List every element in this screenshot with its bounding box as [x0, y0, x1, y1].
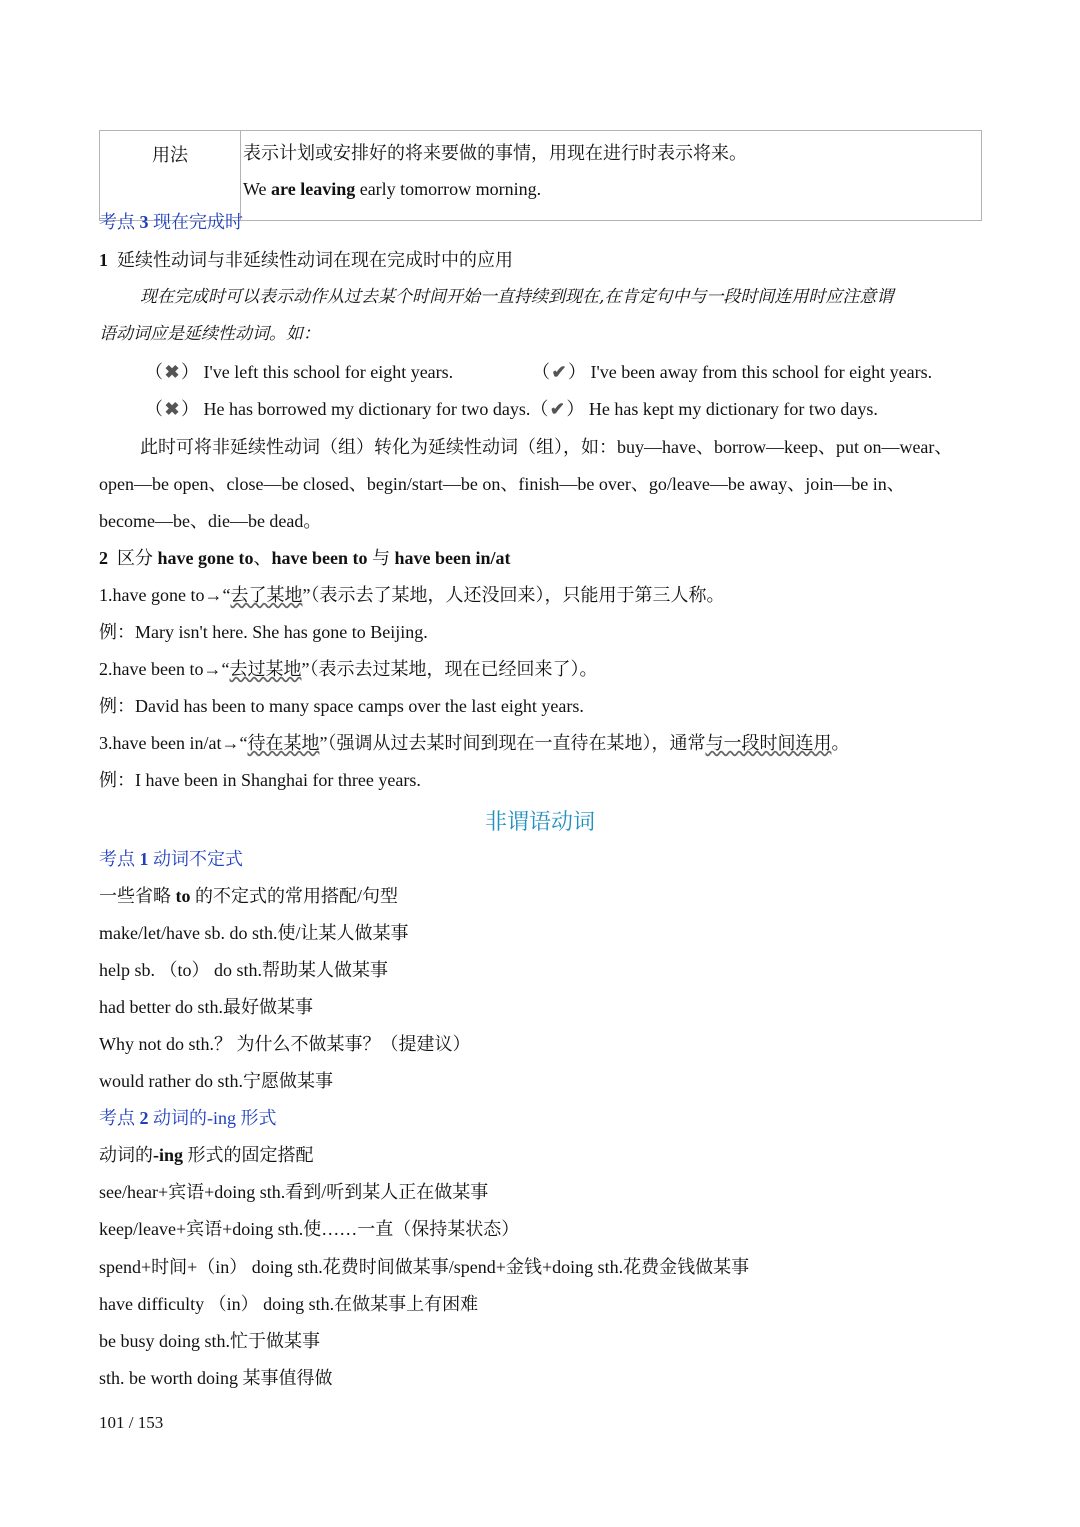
kp1-num: 1 [139, 849, 149, 869]
item1-wavy: 去了某地 [230, 585, 303, 605]
cross-icon: ✖ [164, 399, 180, 419]
kp1-title: 动词不定式 [153, 849, 243, 869]
check-icon: ✔ [551, 362, 567, 382]
kp2-line: sth. be worth doing 某事值得做 [99, 1368, 333, 1388]
kp3-sub2-a: have gone to [157, 548, 254, 568]
usage-example-post: early tomorrow morning. [355, 179, 542, 199]
example-pair-2 [145, 397, 878, 421]
kp1-line: make/let/have sb. do sth.使/让某人做某事 [99, 923, 409, 943]
kp2-line: be busy doing sth.忙于做某事 [99, 1331, 321, 1351]
kp2-line: have difficulty （in） doing sth.在做某事上有困难 [99, 1294, 479, 1314]
usage-example [243, 177, 981, 201]
kp1-heading [99, 847, 243, 871]
kp1-label: 考点 [99, 849, 135, 869]
kp3-item-1 [99, 583, 724, 607]
example-wrong-2-text: He has borrowed my dictionary for two days. [203, 399, 531, 419]
paren-close: ） [181, 362, 199, 382]
kp2-heading [99, 1106, 277, 1130]
kp3-para1-line2: 语动词应是延续性动词。如： [99, 324, 320, 344]
section-title: 非谓语动词 [484, 809, 595, 834]
kp3-subheading-2 [99, 546, 511, 570]
item1-pre: 1.have gone to→“ [99, 585, 231, 605]
kp1-intro-pre: 一些省略 [99, 886, 176, 906]
kp1-intro-bold: to [175, 886, 191, 906]
paren-open: （ [145, 399, 163, 419]
kp2-num: 2 [139, 1108, 149, 1128]
item2-wavy: 去过某地 [229, 659, 302, 679]
item3-pre: 3.have been in/at→“ [99, 733, 248, 753]
item2-post: ”（表示去过某地，现在已经回来了）。 [301, 659, 598, 679]
paren-open: （ [145, 362, 163, 382]
example-label: 例： [99, 696, 135, 716]
item2-example: David has been to many space camps over the last eight years. [135, 696, 584, 716]
item3-example: I have been in Shanghai for three years. [135, 770, 421, 790]
kp1-line: had better do sth.最好做某事 [99, 997, 313, 1017]
kp3-para2-line3: become—be、die—be dead。 [99, 511, 322, 531]
example-wrong-1 [145, 360, 453, 384]
kp3-sub2-b: have been to [271, 548, 368, 568]
item3-post: 。 [831, 733, 850, 753]
example-label: 例： [99, 622, 135, 642]
kp2-intro-pre: 动词的 [99, 1145, 153, 1165]
kp2-intro-bold: -ing [153, 1145, 184, 1165]
paren-close: ） [568, 362, 586, 382]
page-number: 101 / 153 [99, 1413, 164, 1432]
kp1-line: help sb. （to） do sth.帮助某人做某事 [99, 960, 389, 980]
kp1-line: Why not do sth.？ 为什么不做某事？（提建议） [99, 1034, 471, 1054]
item3-wavy: 待在某地 [247, 733, 320, 753]
kp2-intro [99, 1143, 314, 1167]
usage-example-pre: We [243, 179, 272, 199]
kp1-line: would rather do sth.宁愿做某事 [99, 1071, 333, 1091]
kp3-para2-line1: 此时可将非延续性动词（组）转化为延续性动词（组），如：buy—have、borrow—keep、put on—wear、 [140, 437, 953, 457]
kp3-num: 3 [139, 212, 149, 232]
usage-example-bold: are leaving [271, 179, 356, 199]
kp3-sub2-pre: 区分 [117, 548, 158, 568]
usage-label: 用法 [152, 145, 188, 165]
item3-mid: ”（强调从过去某时间到现在一直待在某地），通常 [319, 733, 706, 753]
kp1-intro-post: 的不定式的常用搭配/句型 [190, 886, 398, 906]
paren-close: ） [566, 399, 585, 419]
item1-example: Mary isn't here. She has gone to Beijing. [135, 622, 428, 642]
usage-table [99, 130, 982, 221]
check-icon: ✔ [549, 399, 565, 419]
example-wrong-1-text: I've left this school for eight years. [203, 362, 454, 382]
kp2-line: keep/leave+宾语+doing sth.使……一直（保持某状态） [99, 1219, 520, 1239]
kp3-sub2-c: have been in/at [394, 548, 511, 568]
kp3-item-1-example [99, 620, 428, 644]
kp2-line: spend+时间+（in） doing sth.花费时间做某事/spend+金钱+doing sth.花费金钱做某事 [99, 1257, 750, 1277]
kp3-sub2-mid1: 、 [253, 548, 272, 568]
kp2-line: see/hear+宾语+doing sth.看到/听到某人正在做某事 [99, 1182, 489, 1202]
paren-close: ） [181, 399, 199, 419]
usage-description: 表示计划或安排好的将来要做的事情，用现在进行时表示将来。 [243, 143, 747, 163]
kp2-title: 动词的-ing 形式 [153, 1108, 277, 1128]
paren-open: （ [530, 399, 549, 419]
kp3-heading [99, 210, 243, 234]
paren-open: （ [532, 362, 550, 382]
usage-label-cell [100, 131, 241, 221]
item3-wavy2: 与一段时间连用 [705, 733, 832, 753]
kp3-item-2-example [99, 694, 584, 718]
example-right-2-text: He has kept my dictionary for two days. [588, 399, 878, 419]
kp3-subheading-1 [99, 248, 513, 272]
kp3-sub2-mid2: 与 [367, 548, 395, 568]
usage-content-cell [241, 131, 982, 221]
kp3-title: 现在完成时 [153, 212, 243, 232]
item1-post: ”（表示去了某地，人还没回来），只能用于第三人称。 [302, 585, 725, 605]
kp3-sub2-num: 2 [99, 548, 108, 568]
example-right-1-text: I've been away from this school for eight years. [590, 362, 933, 382]
kp3-label: 考点 [99, 212, 135, 232]
kp1-intro [99, 884, 398, 908]
kp2-label: 考点 [99, 1108, 135, 1128]
kp2-intro-post: 形式的固定搭配 [183, 1145, 314, 1165]
example-label: 例： [99, 770, 135, 790]
kp3-sub1-num: 1 [99, 250, 108, 270]
kp3-item-3 [99, 731, 849, 755]
item2-pre: 2.have been to→“ [99, 659, 230, 679]
kp3-item-2 [99, 657, 597, 681]
cross-icon: ✖ [164, 362, 180, 382]
example-right-1 [532, 360, 932, 384]
kp3-item-3-example [99, 768, 421, 792]
kp3-para2-line2: open—be open、close—be closed、begin/start—be on、finish—be over、go/leave—be away、join—be in、 [99, 474, 905, 494]
kp3-sub1-title: 延续性动词与非延续性动词在现在完成时中的应用 [117, 250, 513, 270]
kp3-para1-line1: 现在完成时可以表示动作从过去某个时间开始一直持续到现在,在肯定句中与一段时间连用时应注意谓 [140, 287, 894, 307]
